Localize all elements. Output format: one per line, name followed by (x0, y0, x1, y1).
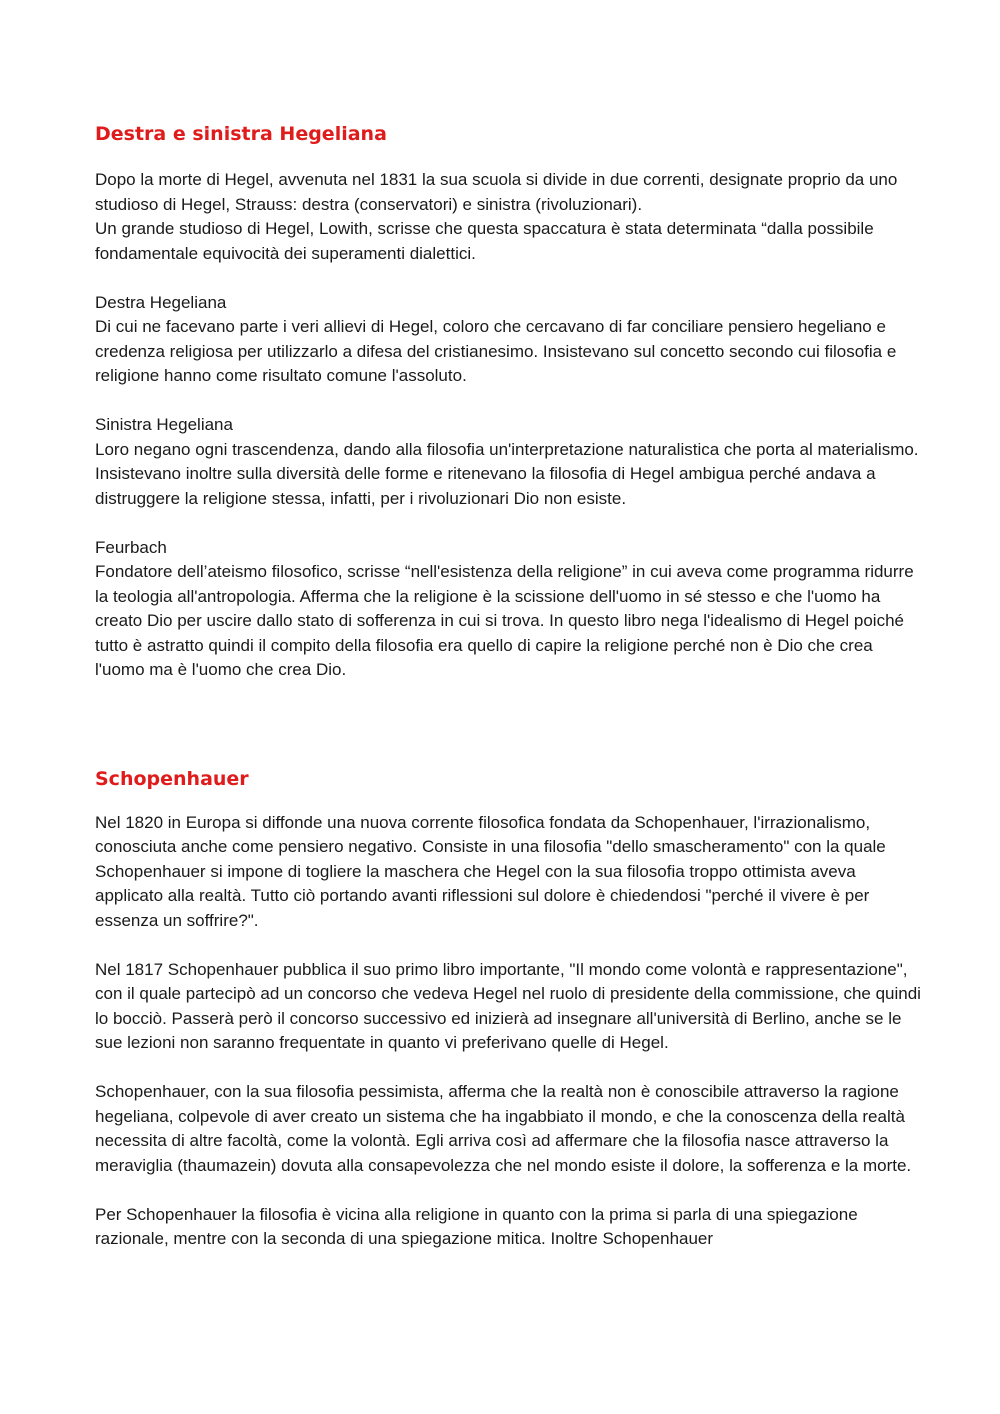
section-title-hegeliana: Destra e sinistra Hegeliana (95, 123, 387, 145)
section-title-schopenhauer: Schopenhauer (95, 767, 249, 790)
document-body (95, 120, 925, 1252)
paragraph-gap (95, 1056, 925, 1081)
schopenhauer-paragraph-1: Nel 1820 in Europa si diffonde una nuova corrente filosofica fondata da Schopenhauer, l'irrazionalismo, conosciuta anche come pensiero negativo. Consiste in una filosofia "dello smascheramento" con la quale Schopenhauer si impone di togliere la maschera che Hegel con la sua filosofia troppo ottimista aveva applicato alla realtà. Tutto ciò portando avanti riflessioni sul dolore è chiedendosi "perché il vivere è per essenza un soffrire?". (95, 812, 886, 930)
paragraph-gap (95, 389, 925, 414)
sinistra-paragraph: Loro negano ogni trascendenza, dando alla filosofia un'interpretazione naturalistica che porta al materialismo. Insistevano inoltre sulla diversità delle forme e ritenevano la filosofia di Hegel ambigua perché andava a distruggere la religione stessa, infatti, per i rivoluzionari Dio non esiste. (95, 439, 919, 508)
paragraph-gap (95, 266, 925, 291)
destra-paragraph: Di cui ne facevano parte i veri allievi di Hegel, coloro che cercavano di far conciliare pensiero hegeliano e credenza religiosa per utilizzarlo a difesa del cristianesimo. Insistevano sul concetto secondo cui filosofia e religione hanno come risultato comune l'assoluto. (95, 317, 897, 385)
subheading-feurbach: Feurbach (95, 537, 167, 557)
schopenhauer-paragraph-2: Nel 1817 Schopenhauer pubblica il suo primo libro importante, "Il mondo come volontà e rappresentazione", con il quale partecipò ad un concorso che vedeva Hegel nel ruolo di presidente della commissione, che quindi lo bocciò. Passerà però il concorso successivo ed inizierà ad insegnare all'università di Berlino, anche se le sue lezioni non saranno frequentate in quanto vi preferivano quelle di Hegel. (95, 959, 921, 1052)
subheading-destra: Destra Hegeliana (95, 292, 227, 312)
feurbach-paragraph: Fondatore dell’ateismo filosofico, scrisse “nell'esistenza della religione” in cui aveva come programma ridurre la teologia all'antropologia. Afferma che la religione è la scissione dell'uomo in sé stesso e che l'uomo ha creato Dio per uscire dallo stato di sofferenza in cui si trova. In questo libro nega l'idealismo di Hegel poiché tutto è astratto quindi il compito della filosofia era quello di capire la religione perché non è Dio che crea l'uomo ma è l'uomo che crea Dio. (95, 562, 914, 679)
paragraph-gap (95, 511, 925, 536)
schopenhauer-paragraph-4: Per Schopenhauer la filosofia è vicina alla religione in quanto con la prima si parla di una spiegazione razionale, mentre con la seconda di una spiegazione mitica. Inoltre Schopenhauer (95, 1204, 858, 1248)
paragraph-gap (95, 933, 925, 958)
intro-paragraph-2: Un grande studioso di Hegel, Lowith, scrisse che questa spaccatura è stata determinata “dalla possibile fondamentale equivocità dei superamenti dialettici. (95, 219, 874, 263)
intro-paragraph-1: Dopo la morte di Hegel, avvenuta nel 1831 la sua scuola si divide in due correnti, designate proprio da uno studioso di Hegel, Strauss: destra (conservatori) e sinistra (rivoluzionari). (95, 170, 898, 214)
paragraph-gap (95, 1178, 925, 1203)
schopenhauer-paragraph-3: Schopenhauer, con la sua filosofia pessimista, afferma che la realtà non è conoscibile attraverso la ragione hegeliana, colpevole di aver creato un sistema che ha ingabbiato il mondo, e che la conoscenza della realtà necessita di altre facoltà, come la volontà. Egli arriva così ad affermare che la filosofia nasce attraverso la meraviglia (thaumazein) dovuta alla consapevolezza che nel mondo esiste il dolore, la sofferenza e la morte. (95, 1082, 912, 1175)
subheading-sinistra: Sinistra Hegeliana (95, 415, 233, 434)
